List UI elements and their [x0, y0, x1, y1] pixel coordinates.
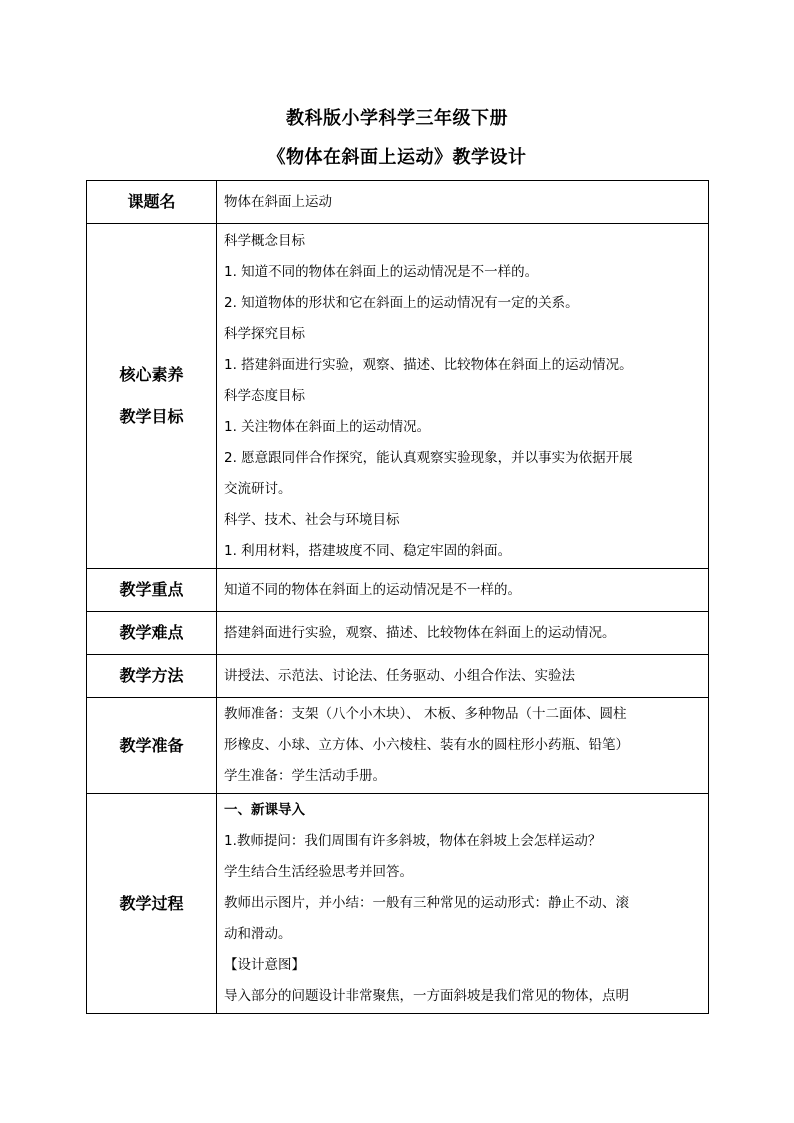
preparation-line: 学生准备：学生活动手册。: [224, 768, 386, 784]
label-method: 教学方法: [87, 655, 217, 698]
lesson-plan-table: [86, 180, 709, 1014]
content-preparation: [217, 698, 709, 794]
goal-heading-concept: 科学概念目标: [224, 232, 305, 249]
goal-item: 1. 搭建斜面进行实验，观察、描述、比较物体在斜面上的运动情况。: [224, 356, 633, 373]
goal-item: 2. 愿意跟同伴合作探究，能认真观察实验现象，并以事实为依据开展: [224, 449, 633, 466]
content-difficulty: [217, 612, 709, 655]
content-topic: [217, 181, 709, 224]
goal-heading-stse: 科学、技术、社会与环境目标: [224, 511, 400, 528]
goal-heading-inquiry: 科学探究目标: [224, 325, 305, 342]
label-topic: 课题名: [87, 181, 217, 224]
method-text: 讲授法、示范法、讨论法、任务驱动、小组合作法、实验法: [224, 667, 575, 684]
process-line: 导入部分的问题设计非常聚焦，一方面斜坡是我们常见的物体，点明: [224, 988, 629, 1004]
row-process: [87, 794, 709, 1014]
process-design-intent: 【设计意图】: [224, 957, 305, 973]
label-difficulty: 教学难点: [87, 612, 217, 655]
row-method: [87, 655, 709, 698]
goal-item: 1. 利用材料，搭建坡度不同、稳定牢固的斜面。: [224, 542, 512, 559]
process-line: 动和滑动。: [224, 926, 292, 942]
content-key-point: [217, 569, 709, 612]
label-goals-line2: 教学目标: [119, 407, 184, 426]
goal-item: 1. 关注物体在斜面上的运动情况。: [224, 418, 431, 435]
preparation-line: 形橡皮、小球、立方体、小六棱柱、装有水的圆柱形小药瓶、铅笔）: [224, 737, 629, 753]
document-title: 教科版小学科学三年级下册: [286, 108, 508, 129]
goal-heading-attitude: 科学态度目标: [224, 387, 305, 404]
process-line: 1.教师提问：我们周围有许多斜坡，物体在斜坡上会怎样运动？: [224, 833, 602, 849]
row-goals: [87, 224, 709, 569]
row-preparation: [87, 698, 709, 794]
row-difficulty: [87, 612, 709, 655]
row-key-point: [87, 569, 709, 612]
topic-text: 物体在斜面上运动: [224, 193, 332, 210]
process-line: 学生结合生活经验思考并回答。: [224, 864, 413, 880]
label-goals-line1: 核心素养: [119, 365, 184, 384]
content-goals: [217, 224, 709, 569]
process-line: 教师出示图片，并小结：一般有三种常见的运动形式：静止不动、滚: [224, 895, 629, 911]
label-process: 教学过程: [87, 794, 217, 1014]
preparation-line: 教师准备：支架（八个小木块）、 木板、多种物品（十二面体、圆柱: [224, 706, 627, 722]
content-method: [217, 655, 709, 698]
row-topic: [87, 181, 709, 224]
document-subtitle: 《物体在斜面上运动》教学设计: [267, 147, 527, 168]
content-process: [217, 794, 709, 1014]
process-section-heading: 一、新课导入: [224, 802, 305, 818]
goal-item: 1. 知道不同的物体在斜面上的运动情况是不一样的。: [224, 263, 539, 280]
goal-item: 交流研讨。: [224, 480, 292, 497]
label-preparation: 教学准备: [87, 698, 217, 794]
label-goals: [87, 224, 217, 569]
goal-item: 2. 知道物体的形状和它在斜面上的运动情况有一定的关系。: [224, 294, 579, 311]
label-key-point: 教学重点: [87, 569, 217, 612]
key-point-text: 知道不同的物体在斜面上的运动情况是不一样的。: [224, 581, 521, 598]
difficulty-text: 搭建斜面进行实验，观察、描述、比较物体在斜面上的运动情况。: [224, 624, 616, 641]
